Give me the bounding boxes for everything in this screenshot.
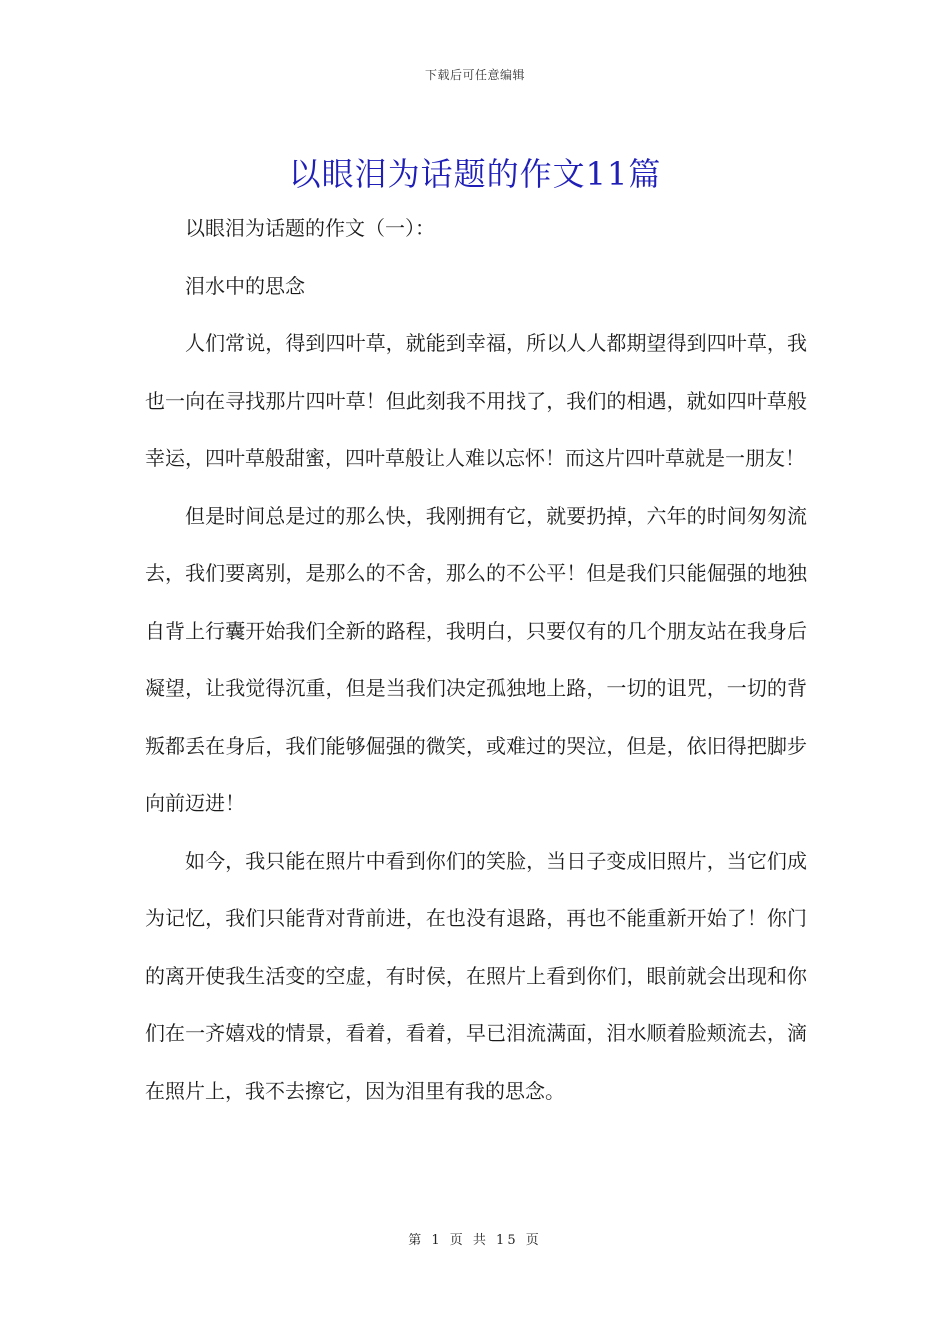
page-number-footer: 第 1 页 共 15 页 [408,1233,542,1248]
document-title: 以眼泪为话题的作文11篇 [288,155,662,194]
paragraph-2: 但是时间总是过的那么快，我刚拥有它，就要扔掉，六年的时间匆匆流去，我们要离别，是那么的不舍，那么的不公平！但是我们只能倔强的地独自背上行囊开始我们全新的路程，我明白，只要仅有的几个朋友站在我身后凝望，让我觉得沉重，但是当我们决定孤独地上路，一切的诅咒，一切的背叛都丢在身后，我们能够倔强的微笑，或难过的哭泣，但是，依旧得把脚步向前迈进！ [145,503,807,815]
essay-title: 泪水中的思念 [185,273,305,298]
paragraph-3: 如今，我只能在照片中看到你们的笑脸，当日子变成旧照片，当它们成为记忆，我们只能背对背前进，在也没有退路，再也不能重新开始了！你门的离开使我生活变的空虚，有时侯，在照片上看到你们，眼前就会出现和你们在一齐嬉戏的情景，看着，看着，早已泪流满面，泪水顺着脸颊流去，滴在照片上，我不去擦它，因为泪里有我的思念。 [145,848,807,1103]
section-heading: 以眼泪为话题的作文（一）： [185,216,435,240]
paragraph-1: 人们常说，得到四叶草，就能到幸福，所以人人都期望得到四叶草，我也一向在寻找那片四叶草！但此刻我不用找了，我们的相遇，就如四叶草般幸运，四叶草般甜蜜，四叶草般让人难以忘怀！而这片四叶草就是一朋友！ [145,331,807,470]
document-body [145,200,807,1120]
header-note: 下载后可任意编辑 [424,68,525,82]
